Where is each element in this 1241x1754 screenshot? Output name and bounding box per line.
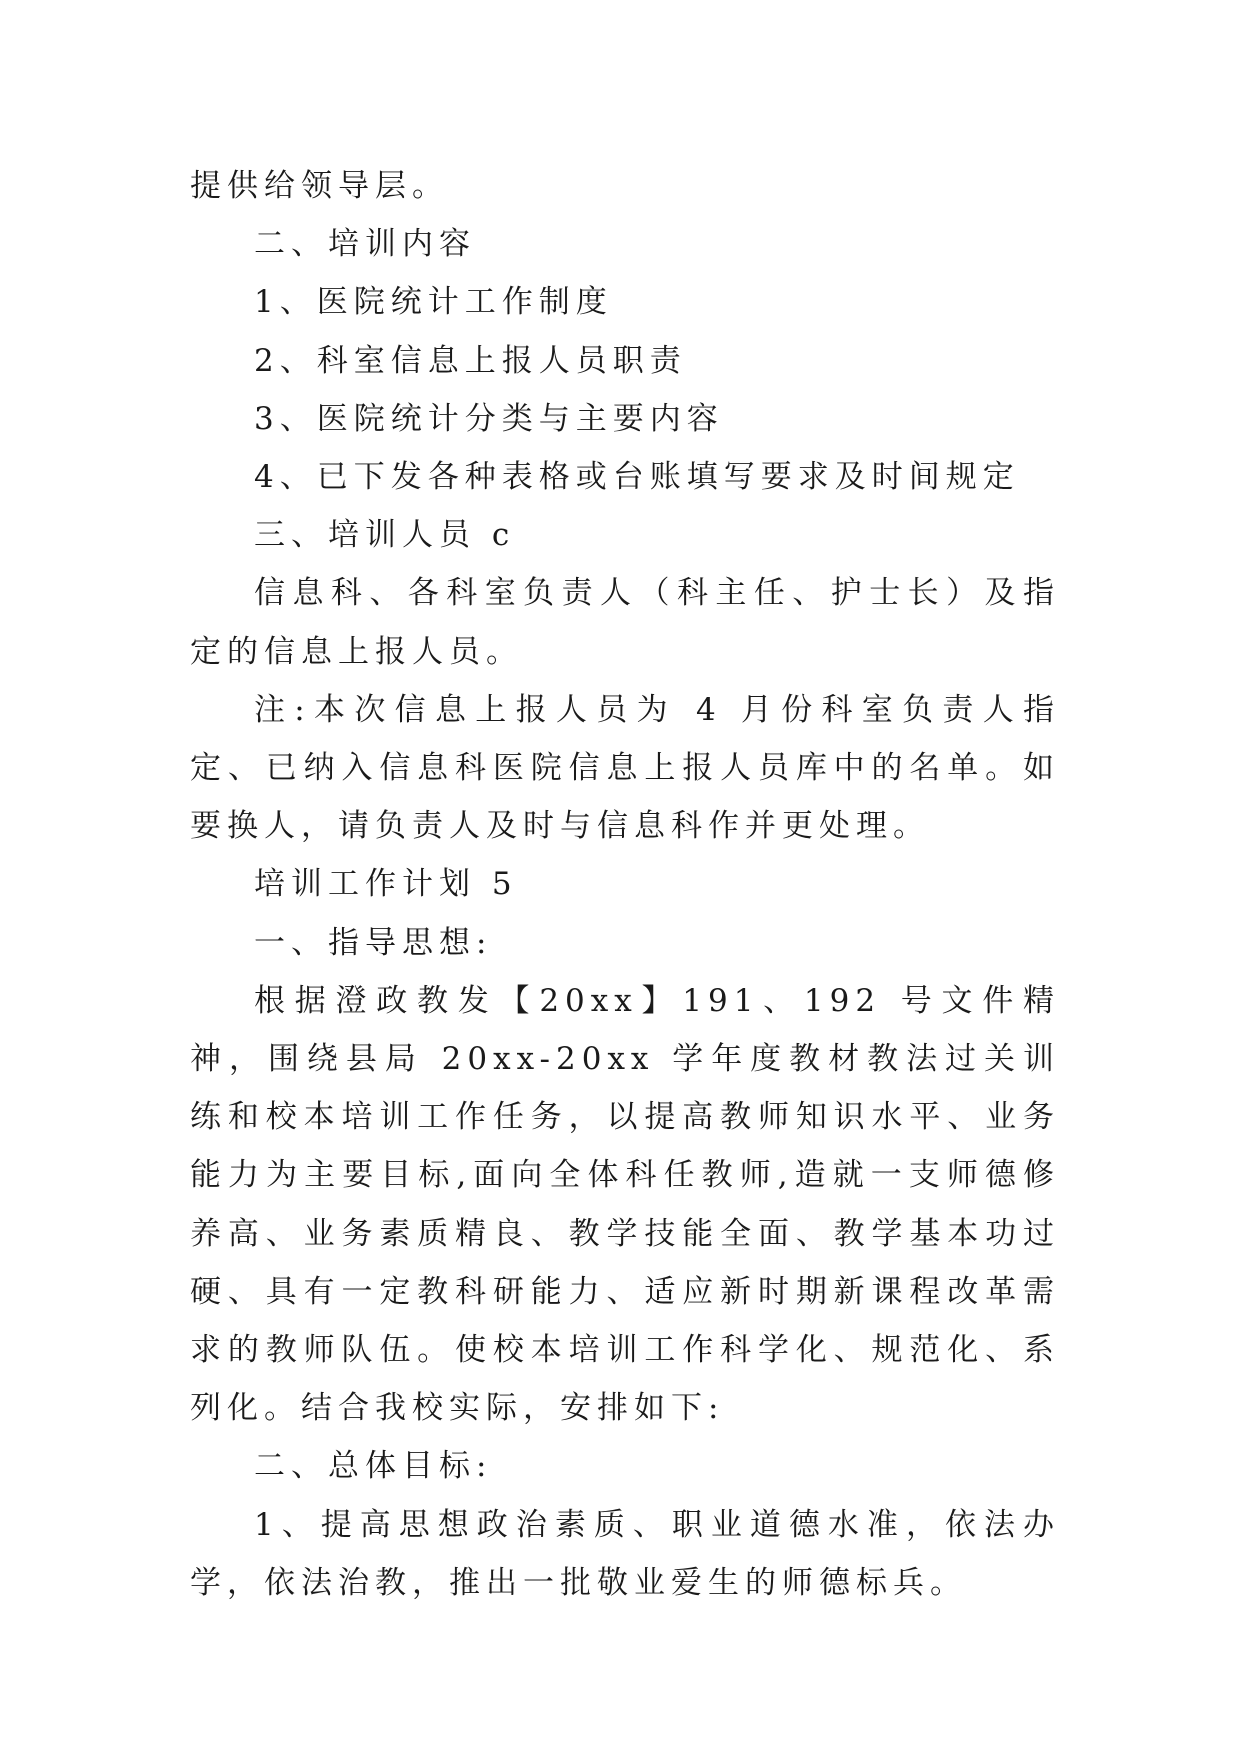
list-item: 2、科室信息上报人员职责 <box>254 342 687 379</box>
section-heading-trainees: 三、培训人员 c <box>254 517 516 554</box>
list-item: 4、已下发各种表格或台账填写要求及时间规定 <box>254 459 1020 496</box>
paragraph-continuation: 提供给领导层。 <box>190 168 449 204</box>
note-paragraph: 注:本次信息上报人员为 4 月份科室负责人指定、已纳入信息科医院信息上报人员库中的名单。如要换人，请负责人及时与信息科作并更处理。 <box>190 691 1060 845</box>
document-body <box>190 157 1060 1612</box>
section-heading-guiding-ideology: 一、指导思想: <box>254 924 493 961</box>
list-item: 1、提高思想政治素质、职业道德水准，依法办学，依法治教，推出一批敬业爱生的师德标兵。 <box>190 1506 1060 1601</box>
section-heading-training-content: 二、培训内容 <box>254 226 476 263</box>
list-item: 3、医院统计分类与主要内容 <box>254 400 724 437</box>
paragraph: 根据澄政教发【20xx】191、192 号文件精神，围绕县局 20xx-20xx 学年度教材教法过关训练和校本培训工作任务，以提高教师知识水平、业务能力为主要目标,面向全体科任教师,造就一支师德修养高、业务素质精良、教学技能全面、教学基本功过硬、具有一定教科研能力、适应新时期新课程改革需求的教师队伍。使校本培训工作科学化、规范化、系列化。结合我校实际，安排如下: <box>190 982 1060 1427</box>
plan-title: 培训工作计划 5 <box>254 866 518 903</box>
list-item: 1、医院统计工作制度 <box>254 284 613 321</box>
paragraph: 信息科、各科室负责人（科主任、护士长）及指定的信息上报人员。 <box>190 575 1060 670</box>
section-heading-overall-goal: 二、总体目标: <box>254 1448 493 1485</box>
